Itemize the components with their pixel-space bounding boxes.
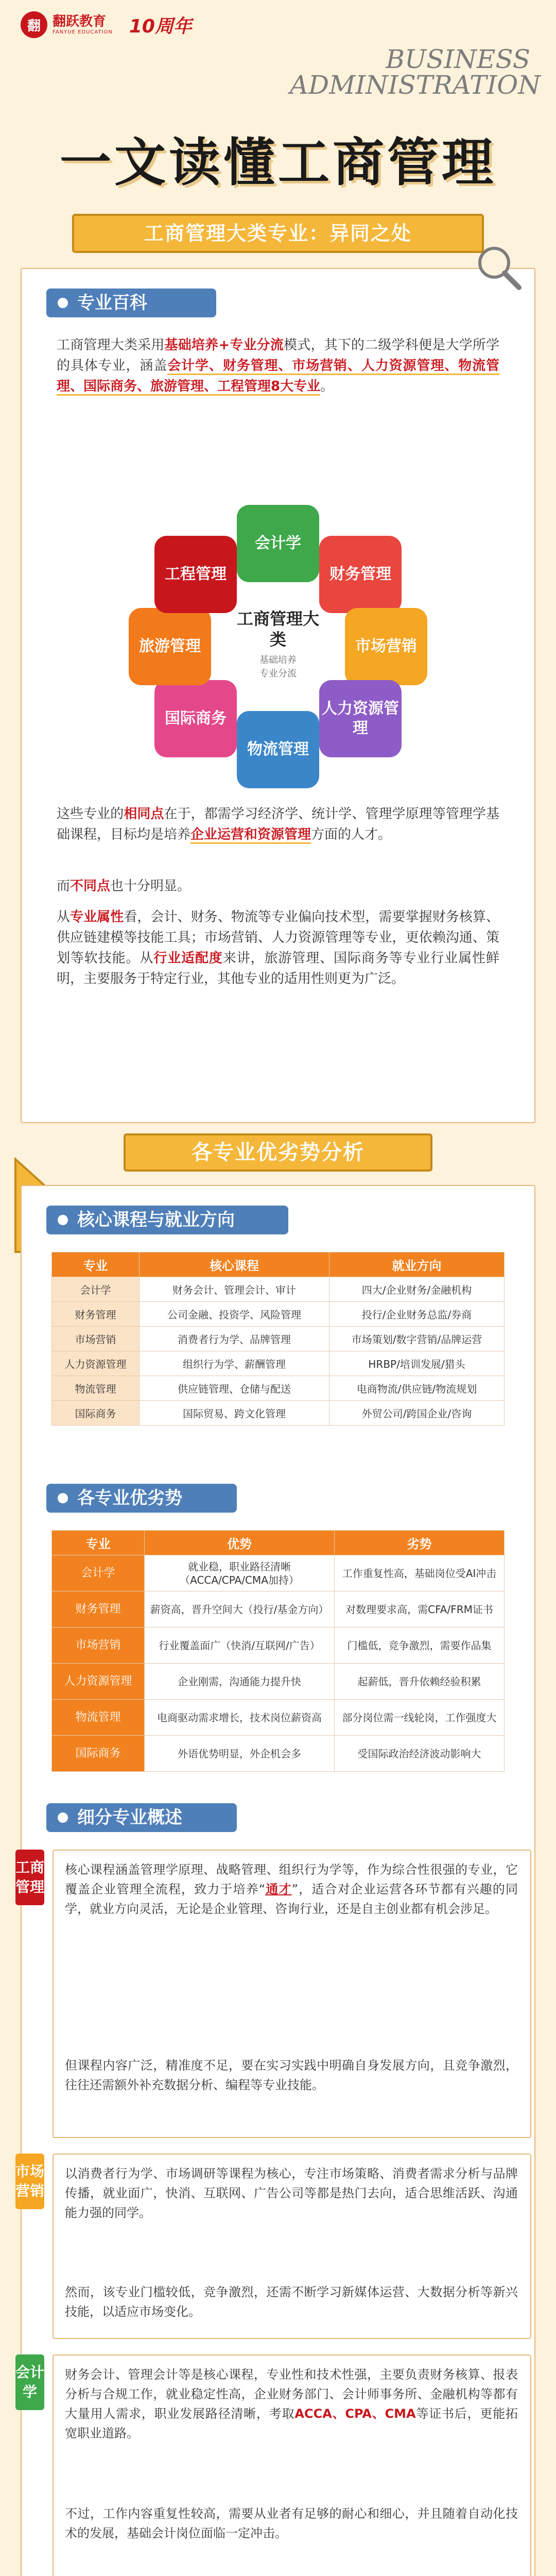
diagram-petal: 财务管理 xyxy=(319,536,402,613)
table-row xyxy=(52,1736,505,1772)
major-diagram xyxy=(124,495,432,783)
diagram-petal: 国际商务 xyxy=(154,680,237,757)
text-marketing: 以消费者行为学、市场调研等课程为核心，专注市场策略、消费者需求分析与品牌传播，就业面广，快消、互联网、广告公司等都是热门去向，适合思维活跃、沟通能力强的同学。 xyxy=(65,2166,518,2220)
col-header: 优势 xyxy=(145,1531,335,1555)
text-accounting xyxy=(65,2365,518,2443)
table-cell: 电商物流/供应链/物流规划 xyxy=(329,1376,505,1401)
col-header: 专业 xyxy=(52,1252,140,1277)
brand-logo xyxy=(21,11,192,38)
business-administration-text xyxy=(289,44,541,100)
table-cell: 工作重复性高，基础岗位受AI冲击 xyxy=(335,1555,505,1591)
t: 相同点 xyxy=(124,806,164,822)
table-cell: 市场营销 xyxy=(52,1628,145,1664)
section-head-detail xyxy=(46,1803,237,1832)
table-cell: 受国际政治经济波动影响大 xyxy=(335,1736,505,1772)
section2-banner: 各专业优劣势分析 xyxy=(124,1133,432,1172)
center-title: 工商管理大类 xyxy=(236,609,319,649)
table-cell: 财务会计、管理会计、审计 xyxy=(140,1277,329,1302)
table-cell: 物流管理 xyxy=(52,1700,145,1736)
tag-accounting: 会计学 xyxy=(15,2354,44,2410)
diagram-petal: 物流管理 xyxy=(237,711,319,788)
section-head-baike xyxy=(46,289,216,317)
table-cell: 就业稳，职业路径清晰（ACCA/CPA/CMA加持） xyxy=(145,1555,335,1591)
t: 会计学、财务管理、市场营销、人力资源管理、物流管理、国际商务、旅游管理、工程管理8大专业 xyxy=(57,358,499,396)
text-marketing-2: 然而，该专业门槛较低，竞争激烈，还需不断学习新媒体运营、大数据分析等新兴技能，以适应市场变化。 xyxy=(65,2285,518,2319)
section-head-label: 各专业优劣势 xyxy=(77,1488,182,1509)
table-cell: 市场策划/数字营销/品牌运营 xyxy=(329,1327,505,1351)
table-cell: 国际商务 xyxy=(52,1736,145,1772)
table-cell: 组织行为学、薪酬管理 xyxy=(140,1351,329,1376)
table-cell: 物流管理 xyxy=(52,1376,140,1401)
header xyxy=(0,0,556,237)
bullet-icon xyxy=(58,298,68,308)
t: 行业适配度 xyxy=(153,951,223,966)
table-cell: 消费者行为学、品牌管理 xyxy=(140,1327,329,1351)
t: ”，适合对企业运营各环节都有兴趣的同学，就业方向灵活，无论是企业管理、咨询行业，还是自主创业都有机会涉足。 xyxy=(65,1882,518,1916)
intro-paragraph xyxy=(57,335,499,397)
table-cell: 企业刚需，沟通能力提升快 xyxy=(145,1664,335,1700)
table-cell: 国际贸易、跨文化管理 xyxy=(140,1401,329,1426)
diagram-center xyxy=(232,603,324,685)
table-cell: 外贸公司/跨国企业/咨询 xyxy=(329,1401,505,1426)
text-gongshang-2: 但课程内容广泛，精准度不足，要在实习实践中明确自身发展方向，且竞争激烈，往往还需额外补充数据分析、编程等专业技能。 xyxy=(65,2058,518,2092)
t: 不同点 xyxy=(70,878,111,894)
t: ACCA、CPA、CMA xyxy=(294,2406,416,2421)
table-row xyxy=(52,1628,505,1664)
t: 通才 xyxy=(265,1882,292,1896)
table-cell: 起薪低，晋升依赖经验积累 xyxy=(335,1664,505,1700)
diagram-petal: 旅游管理 xyxy=(129,608,211,685)
text-accounting-2: 不过，工作内容重复性较高，需要从业者有足够的耐心和细心，并且随着自动化技术的发展，基础会计岗位面临一定冲击。 xyxy=(65,2506,518,2540)
text-gongshang xyxy=(65,1860,518,1919)
diagram-petal: 工程管理 xyxy=(154,536,237,613)
logo-name: 翻跃教育 xyxy=(53,14,107,30)
tag-marketing: 市场营销 xyxy=(15,2154,44,2209)
table-cell: 对数理要求高，需CFA/FRM证书 xyxy=(335,1591,505,1628)
table-row xyxy=(52,1327,505,1351)
diagram-petal: 人力资源管理 xyxy=(319,680,402,757)
col-header: 核心课程 xyxy=(140,1252,329,1277)
pros-cons-table xyxy=(51,1530,505,1772)
courses-table xyxy=(51,1252,505,1426)
table-cell: 行业覆盖面广（快消/互联网/广告） xyxy=(145,1628,335,1664)
table-cell: 人力资源管理 xyxy=(52,1664,145,1700)
intro-paragraph-2 xyxy=(57,804,499,845)
section-head-courses xyxy=(46,1206,288,1234)
t: 企业运营和资源管理 xyxy=(190,827,311,844)
col-header: 就业方向 xyxy=(329,1252,505,1277)
t: 工商管理大类采用 xyxy=(57,337,165,353)
tag-gongshang: 工商管理 xyxy=(15,1850,44,1905)
table-cell: 会计学 xyxy=(52,1555,145,1591)
t: 看，会计、财务、物流等专业偏向技术型，需要掌握财务核算、供应链建模等技能工具；市场营销、人力资源管理等专业，更依赖沟通、策划等软技能。从 xyxy=(57,909,499,966)
table-cell: 供应链管理、仓储与配送 xyxy=(140,1376,329,1401)
logo-badge: 翻 xyxy=(21,11,47,38)
t: 基础培养+专业分流 xyxy=(164,337,284,353)
magnifier-icon xyxy=(474,242,525,294)
table-row xyxy=(52,1700,505,1736)
table-row xyxy=(52,1664,505,1700)
table-cell: 门槛低，竞争激烈，需要作品集 xyxy=(335,1628,505,1664)
intro-paragraph-3 xyxy=(57,876,499,896)
table-cell: 四大/企业财务/金融机构 xyxy=(329,1277,505,1302)
t: 财务会计、管理会计等是核心课程，专业性和技术性强，主要负责财务核算、报表分析与合规工作，就业稳定性高，企业财务部门、会计师事务所、金融机构等都有大量用人需求，职业发展路径清晰，考取 xyxy=(65,2367,518,2421)
table-row xyxy=(52,1555,505,1591)
table-cell: 财务管理 xyxy=(52,1591,145,1628)
table-cell: 电商驱动需求增长，技术岗位薪资高 xyxy=(145,1700,335,1736)
table-cell: 投行/企业财务总监/券商 xyxy=(329,1302,505,1327)
col-header: 专业 xyxy=(52,1531,145,1555)
table-cell: 市场营销 xyxy=(52,1327,140,1351)
diagram-petal: 会计学 xyxy=(237,505,319,582)
t: 模式，其下的二级学科便是大学所学的具体专业，涵盖 xyxy=(57,337,499,374)
bullet-icon xyxy=(58,1812,68,1823)
diagram-petal: 市场营销 xyxy=(345,608,427,685)
page-title: 一文读懂工商管理 xyxy=(60,132,496,193)
table-cell: 会计学 xyxy=(52,1277,140,1302)
anniversary-label: 10周年 xyxy=(129,15,192,37)
biz-line-1: BUSINESS xyxy=(386,44,530,74)
center-sub: 基础培养 专业分流 xyxy=(259,655,297,679)
table-row xyxy=(52,1591,505,1628)
table-cell: 人力资源管理 xyxy=(52,1351,140,1376)
table-cell: HRBP/培训发展/猎头 xyxy=(329,1351,505,1376)
section-head-pros xyxy=(46,1484,237,1513)
table-cell: 国际商务 xyxy=(52,1401,140,1426)
table-row xyxy=(52,1376,505,1401)
table-row xyxy=(52,1401,505,1426)
table-cell: 外语优势明显，外企机会多 xyxy=(145,1736,335,1772)
t: 等证书后，更能拓宽职业道路。 xyxy=(65,2406,518,2441)
t: 从 xyxy=(57,909,71,925)
t: 核心课程涵盖管理学原理、战略管理、组织行为学等，作为综合性很强的专业，它覆盖企业管理全流程，致力于培养“ xyxy=(65,1862,518,1896)
table-cell: 薪资高，晋升空间大（投行/基金方向） xyxy=(145,1591,335,1628)
logo-sub: FANYUE EDUCATION xyxy=(53,29,113,35)
t: 在于，都需学习经济学、统计学、管理学原理等管理学基础课程，目标均是培养 xyxy=(57,806,499,842)
bullet-icon xyxy=(58,1493,68,1503)
table-cell: 财务管理 xyxy=(52,1302,140,1327)
t: 专业属性 xyxy=(70,909,124,925)
t: 这些专业的 xyxy=(57,806,124,822)
biz-line-2: ADMINISTRATION xyxy=(289,70,541,100)
bullet-icon xyxy=(58,1215,68,1225)
section-head-label: 细分专业概述 xyxy=(77,1807,182,1828)
table-cell: 部分岗位需一线轮岗，工作强度大 xyxy=(335,1700,505,1736)
t: 也十分明显。 xyxy=(110,878,191,894)
t: 。 xyxy=(320,379,334,394)
table-row xyxy=(52,1302,505,1327)
section-head-label: 专业百科 xyxy=(77,293,147,313)
t: 而 xyxy=(57,878,71,894)
intro-paragraph-4 xyxy=(57,907,499,989)
subtitle-banner: 工商管理大类专业：异同之处 xyxy=(72,214,484,253)
table-cell: 公司金融、投资学、风险管理 xyxy=(140,1302,329,1327)
section-head-label: 核心课程与就业方向 xyxy=(77,1210,235,1230)
t: 来讲，旅游管理、国际商务等专业行业属性鲜明，主要服务于特定行业，其他专业的适用性则更为广泛。 xyxy=(57,951,499,987)
table-row xyxy=(52,1277,505,1302)
table-row xyxy=(52,1351,505,1376)
col-header: 劣势 xyxy=(335,1531,505,1555)
t: 方面的人才。 xyxy=(311,827,392,842)
